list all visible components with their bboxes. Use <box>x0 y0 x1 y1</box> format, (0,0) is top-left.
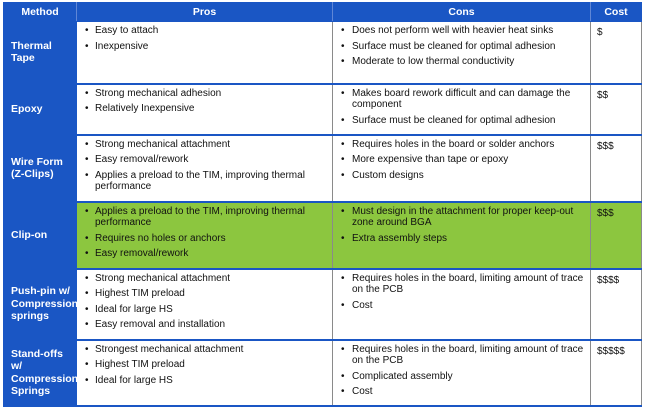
pro-item: • Easy to attach <box>85 25 328 37</box>
pro-item: • Highest TIM preload <box>85 359 328 371</box>
cost-cell: $$$$ <box>591 269 642 340</box>
pros-list <box>77 136 332 196</box>
pro-item: • Relatively Inexpensive <box>85 103 328 115</box>
pros-cell <box>77 135 333 202</box>
cons-cell <box>333 202 591 269</box>
pro-item: • Easy removal and installation <box>85 319 328 331</box>
con-item: • Makes board rework difficult and can damage the component <box>341 88 586 111</box>
pro-item: • Easy removal/rework <box>85 248 328 260</box>
table-row <box>4 135 642 202</box>
pro-item: • Strongest mechanical attachment <box>85 344 328 356</box>
pro-item: • Highest TIM preload <box>85 288 328 300</box>
method-cell: Epoxy <box>4 84 77 135</box>
con-item: • More expensive than tape or epoxy <box>341 154 586 166</box>
pro-item: • Applies a preload to the TIM, improving thermal performance <box>85 170 328 193</box>
table-row <box>4 269 642 340</box>
pros-cell <box>77 269 333 340</box>
cons-list <box>333 341 590 401</box>
con-item: • Surface must be cleaned for optimal adhesion <box>341 115 586 127</box>
cons-cell <box>333 84 591 135</box>
con-item: • Cost <box>341 300 586 312</box>
con-item: • Must design in the attachment for proper keep-out zone around BGA <box>341 206 586 229</box>
cons-cell <box>333 269 591 340</box>
header-row <box>4 3 642 22</box>
table-body <box>4 22 642 406</box>
method-cell: Stand-offs w/ Compression Springs <box>4 340 77 406</box>
con-item: • Moderate to low thermal conductivity <box>341 56 586 68</box>
cons-list <box>333 22 590 71</box>
cost-cell: $$$ <box>591 202 642 269</box>
comparison-table <box>3 2 642 407</box>
cost-cell: $$$$$ <box>591 340 642 406</box>
con-item: • Requires holes in the board, limiting amount of trace on the PCB <box>341 344 586 367</box>
pros-list <box>77 22 332 55</box>
header-cost: Cost <box>591 3 642 22</box>
pros-cell <box>77 340 333 406</box>
cost-cell: $ <box>591 22 642 84</box>
con-item: • Requires holes in the board or solder anchors <box>341 139 586 151</box>
header-method: Method <box>4 3 77 22</box>
header-cons: Cons <box>333 3 591 22</box>
method-cell: Clip-on <box>4 202 77 269</box>
pro-item: • Requires no holes or anchors <box>85 233 328 245</box>
method-cell: Push-pin w/ Compression springs <box>4 269 77 340</box>
pro-item: • Strong mechanical attachment <box>85 273 328 285</box>
pro-item: • Applies a preload to the TIM, improving thermal performance <box>85 206 328 229</box>
pros-cell <box>77 22 333 84</box>
cost-cell: $$$ <box>591 135 642 202</box>
table-row <box>4 22 642 84</box>
con-item: • Cost <box>341 386 586 398</box>
con-item: • Surface must be cleaned for optimal adhesion <box>341 41 586 53</box>
cons-cell <box>333 22 591 84</box>
pros-cell <box>77 202 333 269</box>
con-item: • Extra assembly steps <box>341 233 586 245</box>
method-cell: Wire Form (Z-Clips) <box>4 135 77 202</box>
pro-item: • Strong mechanical adhesion <box>85 88 328 100</box>
header-pros: Pros <box>77 3 333 22</box>
pros-list <box>77 203 332 263</box>
table-row <box>4 340 642 406</box>
cons-list <box>333 85 590 130</box>
con-item: • Does not perform well with heavier heat sinks <box>341 25 586 37</box>
pros-list <box>77 270 332 334</box>
cons-list <box>333 270 590 315</box>
pro-item: • Ideal for large HS <box>85 304 328 316</box>
cost-cell: $$ <box>591 84 642 135</box>
pro-item: • Strong mechanical attachment <box>85 139 328 151</box>
pros-list <box>77 85 332 118</box>
con-item: • Requires holes in the board, limiting amount of trace on the PCB <box>341 273 586 296</box>
con-item: • Complicated assembly <box>341 371 586 383</box>
pro-item: • Easy removal/rework <box>85 154 328 166</box>
pro-item: • Inexpensive <box>85 41 328 53</box>
table-row <box>4 202 642 269</box>
cons-cell <box>333 340 591 406</box>
pros-cell <box>77 84 333 135</box>
pro-item: • Ideal for large HS <box>85 375 328 387</box>
cons-list <box>333 203 590 248</box>
cons-cell <box>333 135 591 202</box>
con-item: • Custom designs <box>341 170 586 182</box>
pros-list <box>77 341 332 390</box>
table-row <box>4 84 642 135</box>
cons-list <box>333 136 590 185</box>
method-cell: Thermal Tape <box>4 22 77 84</box>
